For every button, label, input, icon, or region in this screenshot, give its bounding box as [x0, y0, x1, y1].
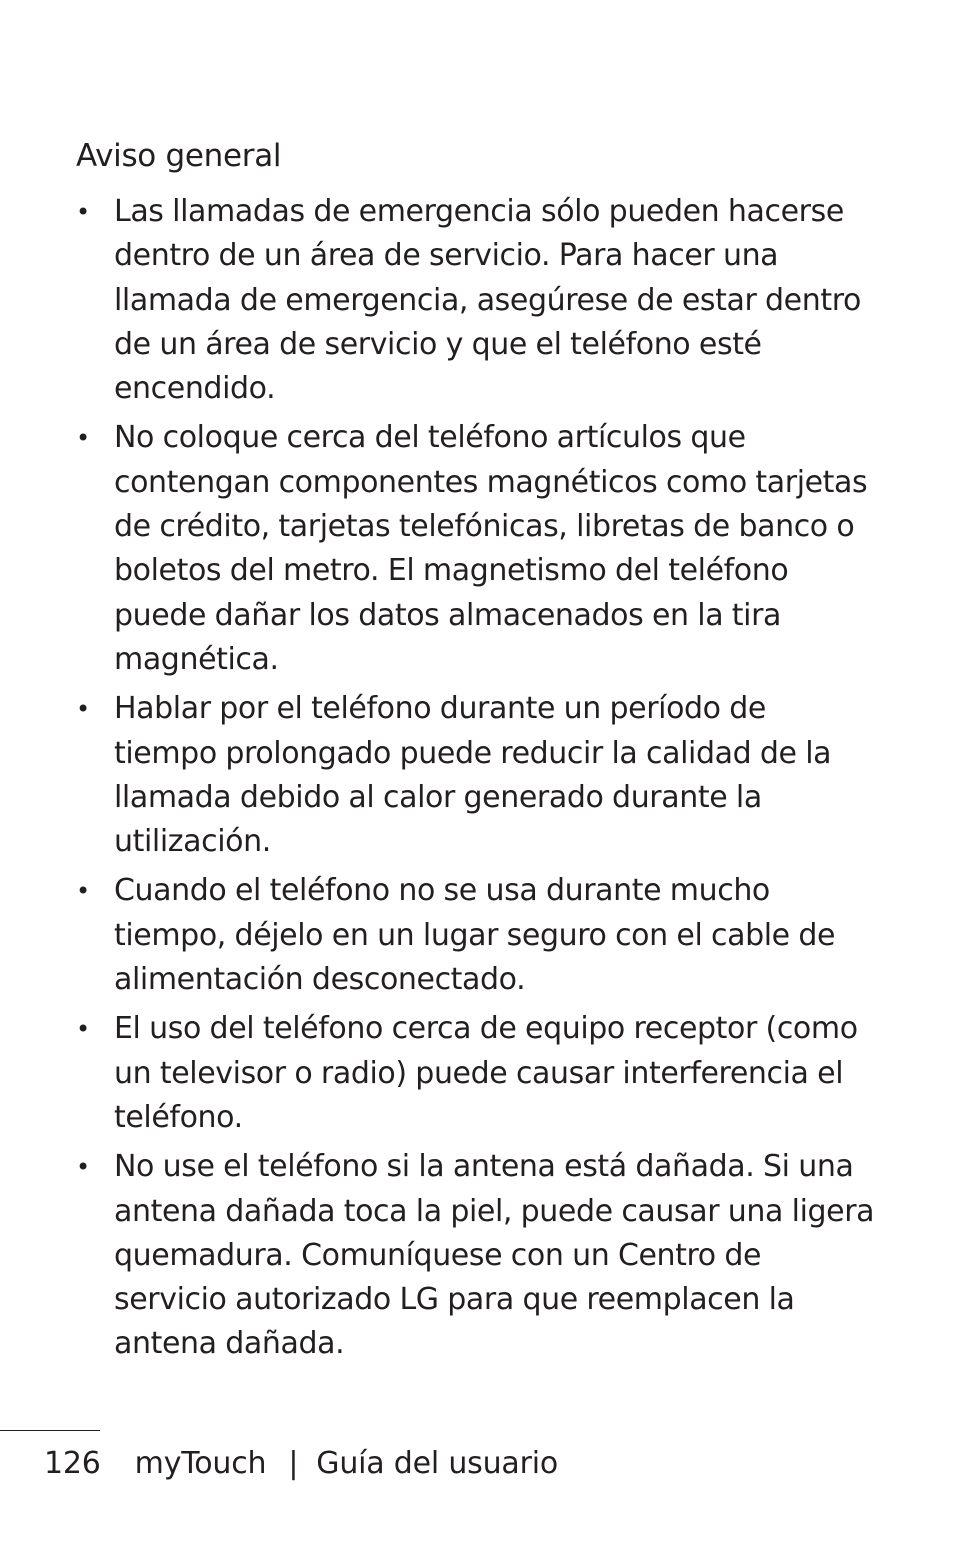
section-heading: Aviso general [76, 138, 282, 174]
page-number: 126 [44, 1446, 101, 1481]
bullet-icon: • [76, 424, 90, 453]
bullet-icon: • [76, 198, 90, 226]
bullet-icon: • [76, 1015, 90, 1044]
bullet-list [76, 190, 876, 1372]
list-item-text: No coloque cerca del teléfono artículos que contengan componentes magnéticos como tarjetas de crédito, tarjetas telefónicas, libretas de banco o boletos del metro. El magnetismo del teléfono puede dañar los datos almacenados en la tira magnética. [114, 420, 868, 677]
list-item [76, 687, 876, 864]
list-item-text: El uso del teléfono cerca de equipo receptor (como un televisor o radio) puede causar interferencia el teléfono. [114, 1011, 858, 1135]
list-item-text: Hablar por el teléfono durante un período de tiempo prolongado puede reducir la calidad de la llamada debido al calor generado durante la utilización. [114, 691, 832, 860]
bullet-icon: • [76, 877, 90, 906]
list-item [76, 869, 876, 1002]
bullet-icon: • [76, 695, 90, 724]
list-item-text: Cuando el teléfono no se usa durante mucho tiempo, déjelo en un lugar seguro con el cable de alimentación desconectado. [114, 873, 836, 998]
list-item [76, 1007, 876, 1140]
list-item-text: Las llamadas de emergencia sólo pueden hacerse dentro de un área de servicio. Para hacer una llamada de emergencia, asegúrese de estar dentro de un área de servicio y que el teléfono esté encendido. [114, 194, 861, 407]
product-name: myTouch [134, 1446, 267, 1481]
page-footer [44, 1440, 558, 1488]
list-item [76, 416, 876, 682]
guide-title: Guía del usuario [316, 1446, 559, 1481]
list-item-text: No use el teléfono si la antena está dañada. Si una antena dañada toca la piel, puede causar una ligera quemadura. Comuníquese con un Centro de servicio autorizado LG para que reemplacen la antena dañada. [114, 1149, 875, 1362]
list-item [76, 1145, 876, 1366]
list-item [76, 190, 876, 411]
footer-divider [0, 1430, 100, 1431]
footer-separator: | [288, 1446, 299, 1481]
bullet-icon: • [76, 1153, 90, 1182]
